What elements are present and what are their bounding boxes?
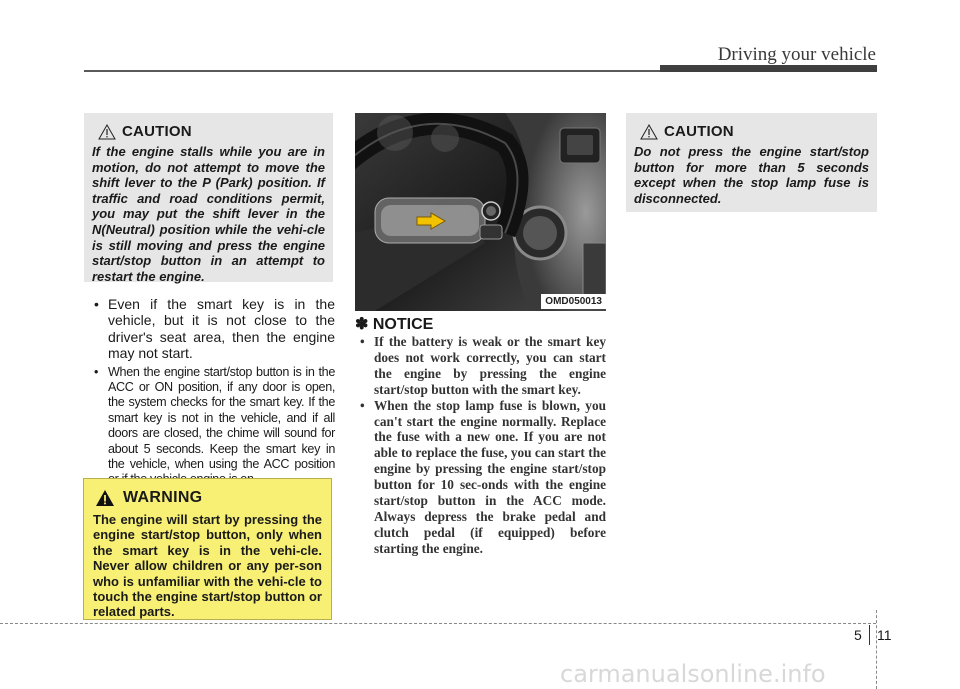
caution-box-left xyxy=(84,113,333,282)
list-item: • Even if the smart key is in the vehicle, but it is not close to the driver's seat area, then the engine may not start. xyxy=(90,296,335,362)
warning-label: WARNING xyxy=(123,489,203,506)
caution-label: CAUTION xyxy=(664,123,734,140)
header-rule-thick xyxy=(660,65,877,72)
caution-text: Do not press the engine start/stop button for more than 5 seconds except when the stop lamp fuse is disconnected. xyxy=(634,144,869,206)
warning-text: The engine will start by pressing the engine start/stop button, only when the smart key is in the vehi-cle. Never allow children or any per-son who is unfamiliar with the vehi-cle to touch the engine start/stop button or related parts. xyxy=(93,512,322,620)
dashboard-photo xyxy=(355,113,606,311)
watermark: carmanualsonline.info xyxy=(560,660,826,688)
left-bullet-list xyxy=(90,296,335,488)
section-title: Driving your vehicle xyxy=(717,44,876,65)
warning-triangle-icon xyxy=(98,124,116,140)
page-number: 11 xyxy=(877,627,892,643)
caution-box-right xyxy=(626,113,877,212)
footer-vertical-rule xyxy=(876,610,877,689)
header-rule-thin xyxy=(84,70,660,72)
caution-text: If the engine stalls while you are in motion, do not attempt to move the shift lever to the P (Park) position. If traffic and road conditions permit, you may put the shift lever in the N(Neutral) position while the vehi-cle is still moving and press the engine start/stop button in an attempt to restart the engine. xyxy=(92,144,325,284)
list-item: • When the engine start/stop button is in the ACC or ON position, if any door is open, the system checks for the smart key. If the smart key is not in the vehicle, and if all doors are closed, the chime will sound for about 5 seconds. Keep the smart key in the vehicle, when using the ACC position xyxy=(90,365,335,488)
warning-box xyxy=(83,478,332,620)
notice-title: ✽ NOTICE xyxy=(355,316,434,333)
footer-rule xyxy=(0,623,876,624)
warning-triangle-icon xyxy=(640,124,658,140)
photo-code: OMD050013 xyxy=(541,294,606,309)
notice-list xyxy=(356,334,606,557)
caution-label: CAUTION xyxy=(122,123,192,140)
page-number-separator xyxy=(869,625,870,645)
list-item: • When the stop lamp fuse is blown, you can't start the engine normally. Replace the fuse with a new one. If you are not able to replace the fuse, you can start the engine by pressing the engine start/stop button for 10 sec-onds with the engine start/stop button in the ACC mode. Always depress the brake pedal and clutch pedal (if equipped) before starting the engine. xyxy=(356,398,606,557)
warning-triangle-icon xyxy=(95,489,115,507)
steering-wheel-illustration xyxy=(355,113,606,311)
chapter-number: 5 xyxy=(854,627,862,643)
list-item: • If the battery is weak or the smart key does not work correctly, you can start the engine by pressing the engine start/stop button with the smart key. xyxy=(356,334,606,398)
